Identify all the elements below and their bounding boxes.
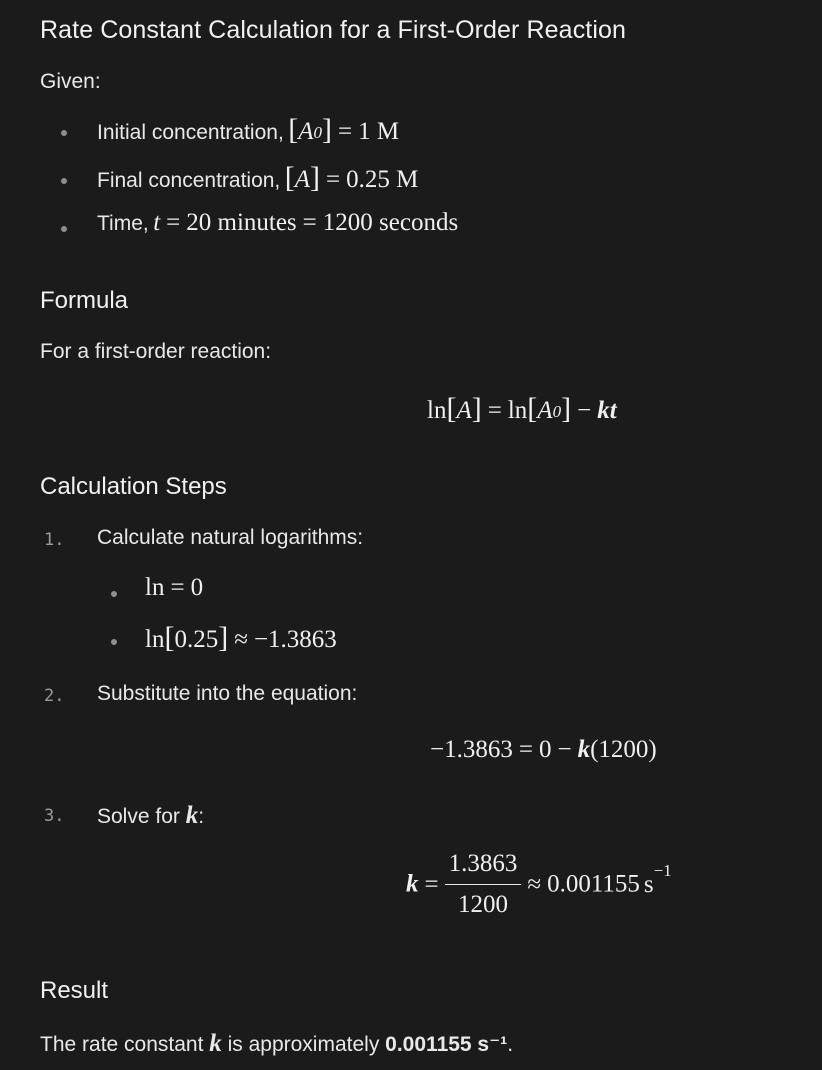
math-equals: = <box>518 736 533 763</box>
formula-intro: For a first-order reaction: <box>40 340 272 363</box>
bracket-open: [ <box>527 392 538 425</box>
math-value: 0.25 M <box>346 166 419 193</box>
bullet-icon <box>111 591 117 597</box>
math-var: k <box>406 870 419 898</box>
math-var: kt <box>597 397 617 424</box>
math-var: k <box>185 802 199 829</box>
math-equals: = <box>302 209 317 236</box>
bullet-icon <box>61 130 67 136</box>
step-sub-expression <box>145 621 337 655</box>
step-sub-expression <box>145 574 203 602</box>
step-number: 3. <box>44 806 65 826</box>
step-text: Substitute into the equation: <box>97 682 358 705</box>
math-var: A <box>294 166 311 193</box>
step-equation-fraction <box>406 850 672 919</box>
math-var: A <box>298 118 314 145</box>
math-equals: = <box>338 118 353 145</box>
math-approx: ≈ <box>527 870 542 898</box>
step-equation <box>430 736 657 764</box>
math-value: −1.3863 <box>253 626 337 653</box>
step-number: 1. <box>44 530 65 550</box>
math-minus: − <box>577 397 592 424</box>
math-var: A <box>537 397 553 424</box>
math-value: 1 M <box>358 118 400 145</box>
math-equals: = <box>166 209 181 236</box>
fraction-denominator: 1200 <box>457 891 508 918</box>
math-value: 20 minutes <box>186 209 297 236</box>
bracket-open: [ <box>284 161 295 194</box>
math-equals: = <box>487 397 502 424</box>
math-ln: ln <box>507 397 528 424</box>
math-value: 0.001155 <box>547 870 640 898</box>
result-value: 0.001155 s⁻¹ <box>385 1033 508 1056</box>
fraction <box>445 850 522 919</box>
math-value: 0 <box>190 574 204 601</box>
math-var: k <box>209 1030 222 1057</box>
math-value: 0.25 <box>174 626 219 653</box>
math-ln: ln <box>427 397 447 424</box>
given-item-label: Time, <box>97 212 149 235</box>
step-text: Calculate natural logarithms: <box>97 526 364 549</box>
math-var: A <box>456 397 472 424</box>
math-approx: ≈ <box>234 626 248 653</box>
given-item-time <box>97 209 458 237</box>
bullet-icon <box>61 226 67 232</box>
math-unit: s <box>643 870 654 898</box>
fraction-numerator: 1.3863 <box>445 850 522 885</box>
step-text-part: Solve for <box>97 805 186 828</box>
math-ln: ln <box>145 574 165 601</box>
math-value: (1200) <box>590 736 657 763</box>
bracket-open: [ <box>288 113 299 146</box>
math-value: 1200 seconds <box>322 209 459 236</box>
result-text-part: is approximately <box>221 1033 386 1056</box>
math-minus: − <box>557 736 572 763</box>
bracket-close: ] <box>310 161 321 194</box>
bracket-close: ] <box>471 392 482 425</box>
result-text-part: . <box>507 1033 514 1056</box>
given-item-math <box>153 209 458 236</box>
math-equals: = <box>424 870 439 898</box>
math-var: k <box>577 736 591 763</box>
steps-heading: Calculation Steps <box>40 473 227 500</box>
result-heading: Result <box>40 977 109 1004</box>
page-title: Rate Constant Calculation for a First-Order Reaction <box>40 16 626 44</box>
result-text-part: The rate constant <box>40 1033 210 1056</box>
bracket-open: [ <box>446 392 457 425</box>
step-text-part: : <box>198 805 205 828</box>
math-subscript: 0 <box>313 123 323 142</box>
given-item-label: Initial concentration, <box>97 121 284 144</box>
given-item-label: Final concentration, <box>97 169 281 192</box>
math-equals: = <box>170 574 185 601</box>
math-subscript: 0 <box>552 402 562 421</box>
formula-heading: Formula <box>40 287 129 314</box>
bullet-icon <box>61 178 67 184</box>
math-var: t <box>153 209 161 236</box>
result-text <box>40 1030 513 1058</box>
bracket-close: ] <box>561 392 572 425</box>
step-text <box>97 802 204 830</box>
given-item-math <box>288 113 400 146</box>
math-value: −1.3863 <box>430 736 513 763</box>
math-value: 0 <box>538 736 552 763</box>
math-equals: = <box>326 166 341 193</box>
given-label: Given: <box>40 70 101 93</box>
bracket-close: ] <box>218 621 229 654</box>
given-item-math <box>284 161 419 194</box>
math-ln: ln <box>145 626 165 653</box>
math-exponent: −1 <box>653 861 672 881</box>
bracket-open: [ <box>164 621 175 654</box>
bullet-icon <box>111 639 117 645</box>
given-item-initial-concentration <box>97 113 399 147</box>
given-item-final-concentration <box>97 161 418 195</box>
step-number: 2. <box>44 686 65 706</box>
formula-equation <box>427 392 617 426</box>
bracket-close: ] <box>322 113 333 146</box>
